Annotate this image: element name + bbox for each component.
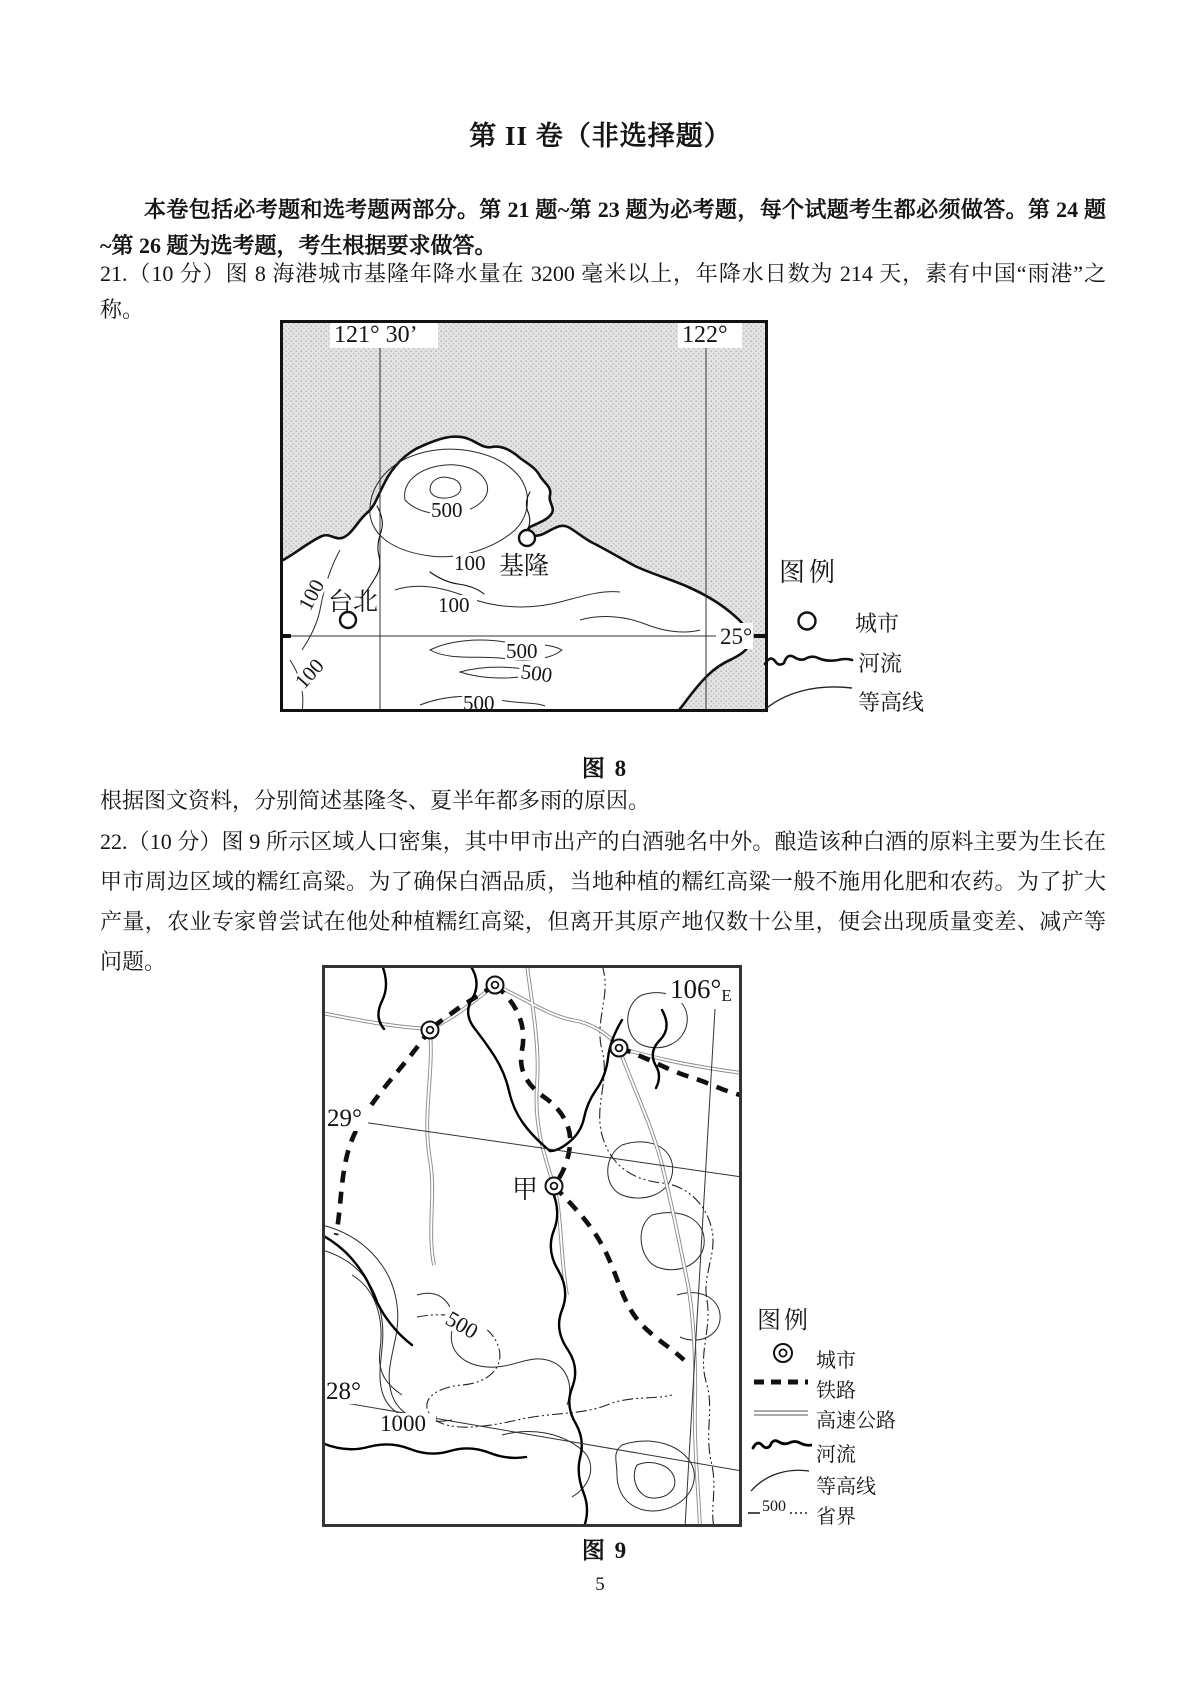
contour-1000-label: 1000 [380,1411,426,1436]
contour-100-label: 100 [293,575,330,615]
legend-title: 图例 [779,558,840,587]
highway-symbol-icon [752,1408,810,1418]
question-21-prompt [100,783,1106,819]
legend-river-label: 河流 [816,1444,856,1466]
lat-25-label: 25° [720,624,753,649]
legend-title: 图例 [757,1308,811,1334]
lat-29-label: 29° [327,1105,362,1132]
lon-122-label: 122° [682,322,728,348]
lon-106-label: 106°E [670,974,732,1005]
figure-9-map [322,965,742,1527]
legend-river-label: 河流 [858,651,903,676]
river-symbol-icon [750,1436,812,1458]
legend-railway-label: 铁路 [816,1380,856,1402]
legend-contour-label: 等高线 [858,690,925,715]
river-symbol-icon [762,648,854,674]
keelung-city-marker [519,530,535,546]
text-line: ~第 26 题为选考题，考生根据要求做答。 [100,233,497,258]
province-boundary-symbol-icon [746,1496,812,1520]
text-line: 甲市周边区域的糯红高粱。为了确保白酒品质，当地种植的糯红高粱一般不施用化肥和农药。为了扩大 [100,869,1106,894]
legend-city-label: 城市 [816,1350,856,1372]
city-double-circle-icon [770,1340,796,1366]
question-22-text [100,822,1106,982]
jia-city-label: 甲 [512,1175,539,1204]
contour-500-label: 500 [431,498,463,522]
boundary-500-label: 500 [762,1498,786,1515]
contour-100-label: 100 [289,653,329,694]
figure-8-map [280,320,768,712]
contour-100-label: 100 [454,551,486,575]
question-21-text [100,256,1106,328]
contour-500-label: 500 [506,639,538,663]
lat-28-label: 28° [326,1378,361,1405]
legend-boundary-label: 省界 [816,1506,856,1528]
contour-100-label: 100 [438,593,470,617]
legend-city-label: 城市 [855,611,900,636]
keelung-label: 基隆 [499,553,550,580]
page-title: 第 II 卷（非选择题） [469,121,732,151]
text-line: 称。 [100,297,145,322]
contour-symbol-icon [748,1464,812,1494]
text-line: 问题。 [100,949,167,974]
contour-symbol-icon [758,680,856,716]
svg-text:500: 500 [441,1305,483,1344]
contour-500-label: 500 [463,691,495,712]
intro-paragraph [100,192,1106,264]
figure-9-caption: 图 9 [581,1538,629,1563]
lon-121-30-label: 121° 30’ [334,322,418,348]
jia-city-marker [546,1178,563,1195]
legend-highway-label: 高速公路 [816,1410,896,1432]
contour-500-label: 500 [519,659,554,688]
city-circle-icon [794,608,822,636]
railway-symbol-icon [752,1376,810,1388]
page-number: 5 [595,1574,605,1595]
legend-contour-label: 等高线 [816,1476,876,1498]
text-line: 根据图文资料，分别简述基隆冬、夏半年都多雨的原因。 [100,788,651,813]
text-line: 本卷包括必考题和选考题两部分。第 21 题~第 23 题为必考题，每个试题考生都必须做答。第 24 题 [144,197,1106,222]
text-line: 21.（10 分）图 8 海港城市基隆年降水量在 3200 毫米以上，年降水日数为 214 天，素有中国“雨港”之 [100,261,1106,286]
taipei-label: 台北 [328,589,379,616]
text-line: 产量，农业专家曾尝试在他处种植糯红高粱，但离开其原产地仅数十公里，便会出现质量变差、减产等 [100,909,1106,934]
figure-8-caption: 图 8 [581,756,629,781]
text-line: 22.（10 分）图 9 所示区域人口密集，其中甲市出产的白酒驰名中外。酿造该种白酒的原料主要为生长在 [100,829,1106,854]
